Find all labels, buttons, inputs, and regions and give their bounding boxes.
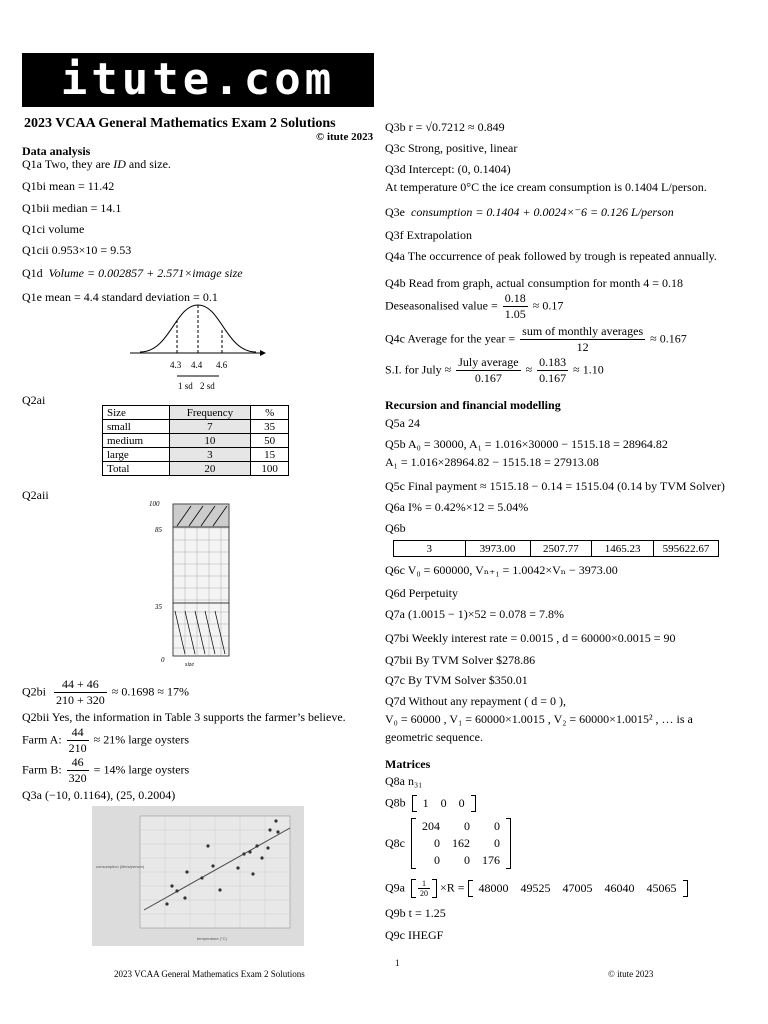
q1cii: Q1cii 0.953×10 = 9.53	[22, 243, 132, 257]
sd1-label: 1 sd	[178, 381, 193, 391]
q3a: Q3a (−10, 0.1164), (25, 0.2004)	[22, 788, 176, 802]
table-header-row: Size Frequency %	[103, 406, 289, 420]
tick-4-3: 4.3	[170, 360, 182, 370]
q7d-line3: geometric sequence.	[385, 730, 483, 744]
q5b-line2: A₁ = 1.016×28964.82 − 1515.18 = 27913.08	[385, 455, 599, 469]
footer-right: © itute 2023	[608, 969, 654, 979]
q4b: Q4b Read from graph, actual consumption for month 4 = 0.18	[385, 276, 684, 290]
table-2	[102, 405, 289, 476]
q8b: Q8b 1 0 0	[385, 795, 476, 812]
q1e: Q1e mean = 4.4 standard deviation = 0.1	[22, 290, 218, 304]
percentage-column-chart	[145, 496, 235, 671]
q4a: Q4a The occurrence of peak followed by trough is repeated annually.	[385, 249, 717, 263]
q6a: Q6a I% = 0.42%×12 = 5.04%	[385, 500, 529, 514]
q9c: Q9c IHEGF	[385, 928, 444, 942]
q1bi: Q1bi mean = 11.42	[22, 179, 115, 193]
q7bii: Q7bii By TVM Solver $278.86	[385, 653, 536, 667]
table-row: medium 10 50	[103, 434, 289, 448]
farm-b: Farm B: $\frac{46}{320}$ = 14% large oysters	[22, 755, 190, 785]
q3c: Q3c Strong, positive, linear	[385, 141, 518, 155]
axis-tick-100: 100	[149, 500, 160, 508]
q3e: Q3e consumption = 0.1404 + 0.0024×⁻6 = 0.126 L/person	[385, 205, 674, 219]
table-6b	[393, 540, 719, 557]
q7a: Q7a (1.0015 − 1)×52 = 0.078 = 7.8%	[385, 607, 565, 621]
q3f: Q3f Extrapolation	[385, 228, 472, 242]
x-axis-label: size	[185, 662, 194, 668]
q7c: Q7c By TVM Solver $350.01	[385, 673, 528, 687]
tick-4-6: 4.6	[216, 360, 228, 370]
q8a: Q8a n₃₁	[385, 774, 423, 788]
q1d: Q1d Volume = 0.002857 + 2.571×image size	[22, 266, 243, 280]
q7d: Q7d Without any repayment ( d = 0 ),	[385, 694, 567, 708]
q6d: Q6d Perpetuity	[385, 586, 458, 600]
q2ai: Q2ai	[22, 393, 46, 407]
q9a: Q9a $\frac{1}{20}$ ×R = 48000 49525 47005 46040 45065	[385, 879, 688, 898]
bell-curve	[130, 300, 270, 395]
tick-4-4: 4.4	[191, 360, 203, 370]
section-recursion: Recursion and financial modelling	[385, 398, 561, 412]
scatterplot-scan	[92, 806, 304, 946]
scatter-xlabel: temperature (°C)	[197, 936, 227, 941]
q1ci: Q1ci volume	[22, 222, 85, 236]
q8c: Q8c 204 0 0 0 162 0 0 0 176	[385, 818, 511, 869]
axis-tick-85: 85	[155, 526, 162, 534]
itute-logo: itute.com	[22, 53, 374, 107]
copyright: © itute 2023	[316, 131, 374, 143]
q3d-line2: At temperature 0°C the ice cream consumption is 0.1404 L/person.	[385, 180, 707, 194]
q4c: Q4c Average for the year = $\frac{\text{sum of monthly averages}}{12}$ ≈ 0.167	[385, 324, 687, 354]
q5c: Q5c Final payment ≈ 1515.18 − 0.14 = 1515.04 (0.14 by TVM Solver)	[385, 479, 725, 493]
q3b: Q3b r = √0.7212 ≈ 0.849	[385, 120, 505, 134]
footer-left: 2023 VCAA General Mathematics Exam 2 Solutions	[114, 969, 305, 979]
table-row: large 3 15	[103, 448, 289, 462]
q5a: Q5a 24	[385, 416, 420, 430]
deseasonalised: Deseasonalised value = $\frac{0.18}{1.05}$ ≈ 0.17	[385, 291, 564, 321]
q2aii: Q2aii	[22, 488, 49, 502]
farm-a: Farm A: $\frac{44}{210}$ ≈ 21% large oysters	[22, 725, 190, 755]
axis-tick-0: 0	[161, 656, 165, 664]
q6c: Q6c V₀ = 600000, Vₙ₊₁ = 1.0042×Vₙ − 3973.00	[385, 563, 618, 577]
table-row: Total 20 100	[103, 462, 289, 476]
scatter-ylabel: consumption (litres/person)	[96, 864, 145, 869]
q3d: Q3d Intercept: (0, 0.1404)	[385, 162, 511, 176]
q6b: Q6b	[385, 521, 406, 535]
q7bi: Q7bi Weekly interest rate = 0.0015 , d = 60000×0.0015 = 90	[385, 631, 676, 645]
q5b: Q5b A₀ = 30000, A₁ = 1.016×30000 − 1515.18 = 28964.82	[385, 437, 668, 451]
q1a: Q1a Two, they are ID and size.	[22, 157, 171, 171]
section-data-analysis: Data analysis	[22, 144, 91, 158]
seasonal-index: S.I. for July ≈ $\frac{\text{July average}}{0.167}$ ≈ $\frac{0.183}{0.167}$ ≈ 1.10	[385, 355, 604, 385]
page-number: 1	[395, 958, 400, 968]
section-matrices: Matrices	[385, 757, 431, 771]
q1bii: Q1bii median = 14.1	[22, 201, 122, 215]
table-row: 3 3973.00 2507.77 1465.23 595622.67	[394, 541, 719, 557]
sd2-label: 2 sd	[200, 381, 215, 391]
axis-tick-35: 35	[155, 603, 162, 611]
q7d-line2: V₀ = 60000 , V₁ = 60000×1.0015 , V₂ = 60000×1.0015² , … is a	[385, 712, 693, 726]
q2bii: Q2bii Yes, the information in Table 3 supports the farmer’s believe.	[22, 710, 346, 724]
table-row: small 7 35	[103, 420, 289, 434]
q2bi: Q2bi $\frac{44 + 46}{210 + 320}$ ≈ 0.1698 ≈ 17%	[22, 677, 189, 707]
q9b: Q9b t = 1.25	[385, 906, 446, 920]
page-title: 2023 VCAA General Mathematics Exam 2 Solutions	[24, 116, 336, 131]
